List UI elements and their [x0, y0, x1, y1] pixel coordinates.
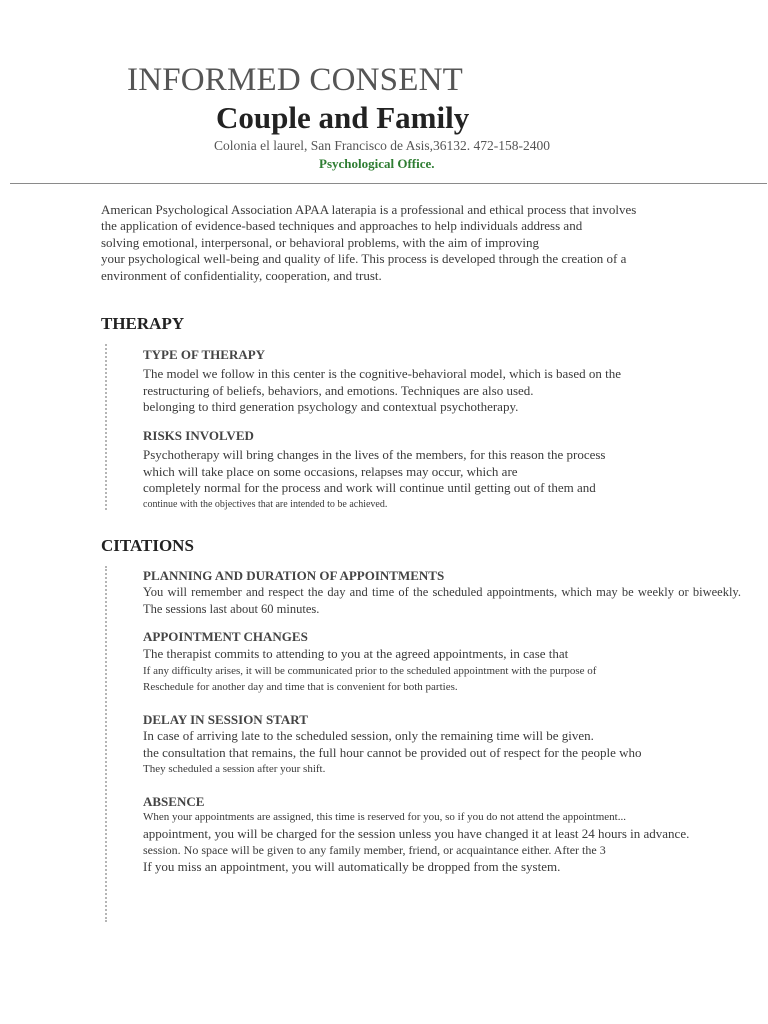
text-line: belonging to third generation psychology and contextual psychotherapy.: [143, 399, 519, 414]
text-line: When your appointments are assigned, this time is reserved for you, so if you do not attend the appointment...: [143, 811, 626, 823]
document-subtitle: Couple and Family: [216, 100, 470, 135]
office-address: Colonia el laurel, San Francisco de Asis,36132. 472-158-2400: [214, 138, 550, 153]
planning-duration-text: [143, 584, 741, 617]
subheading-type-of-therapy: TYPE OF THERAPY: [143, 347, 266, 362]
section-heading-citations: CITATIONS: [101, 536, 194, 555]
section-divider-bar: [105, 566, 107, 922]
intro-paragraph: [101, 202, 636, 284]
subheading-risks-involved: RISKS INVOLVED: [143, 428, 254, 443]
text-line: session. No space will be given to any family member, friend, or acquaintance either. After the 3: [143, 843, 606, 857]
text-line: continue with the objectives that are intended to be achieved.: [143, 498, 388, 510]
text-line: which will take place on some occasions, relapses may occur, which are: [143, 463, 518, 479]
text-line: restructuring of beliefs, behaviors, and emotions. Techniques are also used.: [143, 382, 534, 398]
subheading-absence: ABSENCE: [143, 794, 205, 809]
text-line: Psychotherapy will bring changes in the lives of the members, for this reason the process: [143, 447, 606, 462]
text-line: Reschedule for another day and time that is convenient for both parties.: [143, 681, 458, 693]
text-line: The model we follow in this center is the cognitive-behavioral model, which is based on the: [143, 366, 621, 381]
text-line: The therapist commits to attending to you at the agreed appointments, in case that: [143, 646, 569, 661]
delay-session-start-text: [143, 728, 642, 778]
appointment-changes-text: [143, 646, 596, 696]
subheading-planning-duration: PLANNING AND DURATION OF APPOINTMENTS: [143, 568, 445, 583]
intro-line: your psychological well-being and quality of life. This process is developed through the creation of a: [101, 251, 627, 267]
section-divider-bar: [105, 344, 107, 510]
text-line: If you miss an appointment, you will automatically be dropped from the system.: [143, 858, 561, 874]
risks-involved-text: [143, 447, 605, 513]
header-divider: [10, 183, 767, 184]
text-line: They scheduled a session after your shift.: [143, 763, 326, 775]
intro-line: solving emotional, interpersonal, or behavioral problems, with the aim of improving: [101, 234, 539, 250]
subheading-delay-session-start: DELAY IN SESSION START: [143, 712, 308, 727]
text-paragraph: You will remember and respect the day and time of the scheduled appointments, which may be weekly or biweekly. The sessions last about 60 minutes.: [143, 585, 741, 616]
document-title: INFORMED CONSENT: [127, 62, 463, 98]
absence-text: [143, 809, 689, 875]
text-line: In case of arriving late to the scheduled session, only the remaining time will be given.: [143, 728, 594, 743]
text-line: If any difficulty arises, it will be communicated prior to the scheduled appointment with the purpose of: [143, 664, 597, 677]
text-line: the consultation that remains, the full hour cannot be provided out of respect for the people who: [143, 744, 642, 760]
intro-line: American Psychological Association APAA laterapia is a professional and ethical process that involves: [101, 202, 637, 217]
intro-line: the application of evidence-based techniques and approaches to help individuals address and: [101, 218, 583, 234]
text-line: appointment, you will be charged for the session unless you have changed it at least 24 hours in advance.: [143, 825, 690, 841]
office-name: Psychological Office.: [319, 156, 435, 171]
text-line: completely normal for the process and work will continue until getting out of them and: [143, 480, 596, 495]
section-heading-therapy: THERAPY: [101, 314, 185, 333]
type-of-therapy-text: [143, 366, 621, 416]
intro-line: environment of confidentiality, cooperation, and trust.: [101, 267, 382, 283]
subheading-appointment-changes: APPOINTMENT CHANGES: [143, 629, 308, 644]
